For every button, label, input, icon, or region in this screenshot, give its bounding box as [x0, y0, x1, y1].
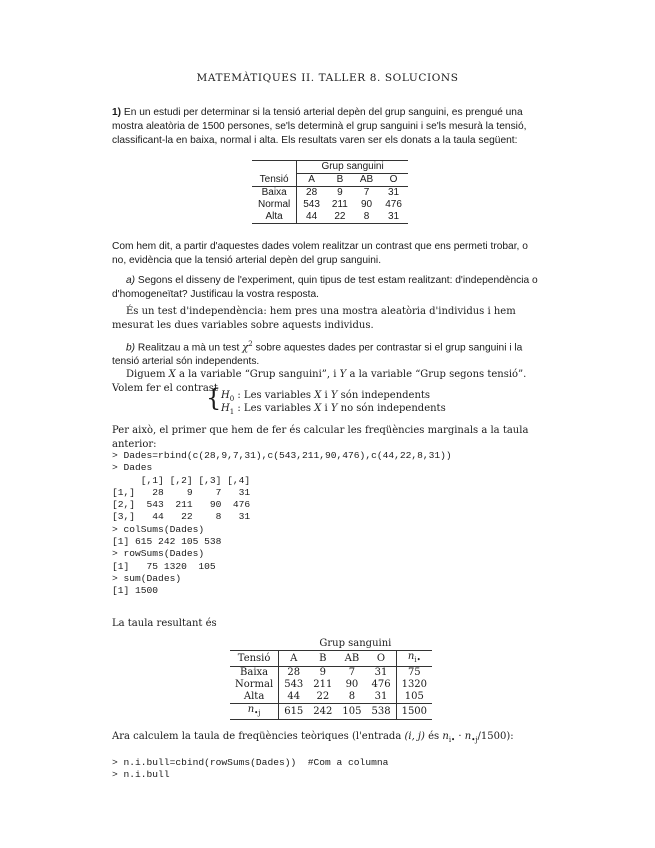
- table-row: [230, 679, 432, 691]
- problem-text: En un estudi per determinar si la tensió arterial depèn del grup sanguini, es prengué una mostra aleatòria de 1500 persones, se'ls determinà el grup sanguini i se'ls mesurà la tensió, classificant-la en baixa, normal i alta. Els resultats varen ser els donats a la taula següent:: [112, 107, 527, 146]
- col-header: O: [379, 174, 408, 187]
- table-row-header: Tensió: [252, 174, 297, 187]
- n-symbol: n: [464, 731, 472, 742]
- expected-text: Ara calculem la taula de freqüències teòriques (l'entrada: [112, 731, 405, 742]
- cell: 31: [366, 691, 396, 704]
- expected-text: és: [424, 731, 443, 742]
- cell: 543: [284, 679, 304, 690]
- col-header: AB: [337, 651, 366, 667]
- var-x: X: [314, 390, 322, 401]
- table-row-col-marginals: [230, 704, 432, 720]
- answer-text: a la variable “Grup segons tensió”. Volem fer el contrast: [112, 369, 527, 394]
- cell: 8: [354, 211, 379, 224]
- col-header: A: [279, 651, 309, 667]
- hypothesis-brace: {: [206, 384, 222, 412]
- n-symbol: n: [247, 704, 255, 715]
- cell: 7: [363, 187, 370, 198]
- h-symbol: H: [221, 390, 230, 401]
- col-header: B: [308, 651, 337, 667]
- n-symbol: n: [407, 651, 415, 662]
- cell: 9: [319, 667, 327, 678]
- col-header: B: [326, 174, 354, 187]
- cell: 543: [297, 199, 326, 211]
- chi-symbol: χ: [242, 342, 249, 354]
- col-header-row-marginal: [396, 651, 432, 667]
- row-label: Normal: [230, 679, 279, 691]
- col-total: 538: [366, 704, 396, 720]
- h0-text: són independents: [337, 390, 431, 401]
- cell: 90: [345, 679, 359, 690]
- table-row-header: Tensió: [230, 651, 279, 667]
- h1-text: i: [321, 403, 331, 414]
- col-header: O: [366, 651, 396, 667]
- hypothesis-h1: [221, 403, 446, 419]
- row-label: Baixa: [230, 667, 279, 680]
- table-row: [230, 667, 432, 680]
- row-marginal-subscript: i•: [414, 656, 421, 664]
- cell: 28: [287, 667, 301, 678]
- question-b-label: b): [126, 342, 136, 354]
- h-symbol: H: [221, 403, 230, 414]
- cell: 44: [279, 691, 309, 704]
- row-label: Alta: [252, 211, 297, 224]
- question-b-text-1: Realitzau a mà un test: [137, 342, 243, 354]
- row-label: Alta: [230, 691, 279, 704]
- table-empty-cell: [252, 161, 297, 174]
- answer-text: a la variable “Grup sanguini”, i: [178, 369, 337, 380]
- marginals-intro: Per això, el primer que hem de fer és calcular les freqüències marginals a la taula anterior:: [112, 425, 529, 450]
- h1-text: : Les variables: [234, 403, 315, 414]
- col-total: 105: [337, 704, 366, 720]
- intro-paragraph: Com hem dit, a partir d'aquestes dades volem realitzar un contrast que ens permeti trobar, o no, evidència que la tensió arterial depèn del grup sanguini.: [112, 241, 528, 266]
- cell: 31: [379, 211, 408, 224]
- r-code-block-1: > Dades=rbind(c(28,9,7,31),c(543,211,90,476),c(44,22,8,31)) > Dades [,1] [,2] [,3] [,4] [1,] 28 9 7 31 [2,] 543 211 90 476 [3,] 44 22 8 31 > colSums(Dades) [1] 615 242 105 538 > rowSums(Dades) [1] 75 1320 105 > sum(Dades) [1] 1500: [112, 450, 452, 597]
- marginals-table: [230, 638, 432, 720]
- question-a-text: Segons el disseny de l'experiment, quin tipus de test estam realitzant: d'independència o d'homogeneïtat? Justificau la vostra resposta.: [112, 275, 538, 300]
- expected-freq-intro: [112, 730, 542, 747]
- row-label: Baixa: [261, 187, 287, 198]
- table-row: [252, 211, 408, 224]
- question-b-text-2: sobre aquestes dades per contrastar si el grup sanguini i la tensió arterial són independents.: [112, 342, 523, 368]
- cell: 28: [297, 187, 326, 200]
- resulting-table-intro: La taula resultant és: [112, 618, 217, 629]
- var-y: Y: [330, 390, 338, 401]
- row-label-col-marginal: [230, 704, 279, 720]
- answer-a: És un test d'independència: hem pres una mostra aleatòria d'individus i hem mesurat les dues variables sobre aquests individus.: [112, 306, 516, 331]
- question-b: [112, 337, 542, 369]
- table-row: [252, 199, 408, 211]
- row-label: Normal: [258, 199, 291, 210]
- h0-text: i: [321, 390, 331, 401]
- grand-total: 1500: [396, 704, 432, 720]
- expected-text: ·: [455, 731, 465, 742]
- blood-group-table: [252, 160, 408, 224]
- answer-text: Diguem: [126, 369, 166, 380]
- cell: 476: [366, 679, 396, 691]
- cell: 8: [337, 691, 366, 704]
- n-symbol: n: [442, 731, 449, 742]
- r-code-block-2: > n.i.bull=cbind(rowSums(Dades)) #Com a columna > n.i.bull: [112, 757, 389, 781]
- row-total: 75: [407, 667, 421, 678]
- chi-exponent: 2: [248, 340, 253, 348]
- table-row: [252, 187, 408, 200]
- var-x: X: [168, 369, 176, 380]
- expected-text: /1500):: [477, 731, 514, 742]
- page-title: MATEMÀTIQUES II. TALLER 8. SOLUCIONS: [196, 72, 459, 84]
- var-y: Y: [330, 403, 338, 414]
- col-marginal-subscript: •j: [254, 709, 261, 717]
- var-y: Y: [339, 369, 347, 380]
- col-marginal-subscript: •j: [471, 736, 478, 744]
- question-a-label: a): [126, 275, 136, 286]
- table-empty-cell: [230, 638, 279, 651]
- ij-symbol: (i, j): [404, 731, 425, 742]
- question-a: [112, 274, 542, 302]
- cell: 9: [337, 187, 343, 198]
- var-x: X: [314, 403, 322, 414]
- col-header: AB: [354, 174, 379, 187]
- problem-statement: [112, 106, 542, 148]
- h0-subscript: 0: [229, 395, 235, 403]
- col-total: 615: [279, 704, 309, 720]
- cell: 7: [348, 667, 356, 678]
- col-total: 242: [308, 704, 337, 720]
- row-total: 1320: [401, 679, 428, 690]
- table-group-header: Grup sanguini: [279, 638, 432, 651]
- col-header: A: [297, 174, 326, 187]
- cell: 31: [366, 667, 396, 680]
- cell: 211: [313, 679, 333, 690]
- h1-text: no són independents: [337, 403, 446, 414]
- cell: 90: [360, 199, 373, 210]
- cell: 22: [308, 691, 337, 704]
- cell: 22: [326, 211, 354, 224]
- cell: 44: [297, 211, 326, 224]
- h1-subscript: 1: [229, 408, 235, 416]
- row-total: 105: [396, 691, 432, 704]
- cell: 31: [388, 187, 400, 198]
- cell: 476: [385, 199, 402, 210]
- cell: 211: [331, 199, 348, 210]
- table-group-header: Grup sanguini: [297, 161, 408, 174]
- problem-number: 1): [112, 107, 122, 118]
- h0-text: : Les variables: [234, 390, 315, 401]
- table-row: [230, 691, 432, 704]
- row-marginal-subscript: i•: [448, 736, 456, 744]
